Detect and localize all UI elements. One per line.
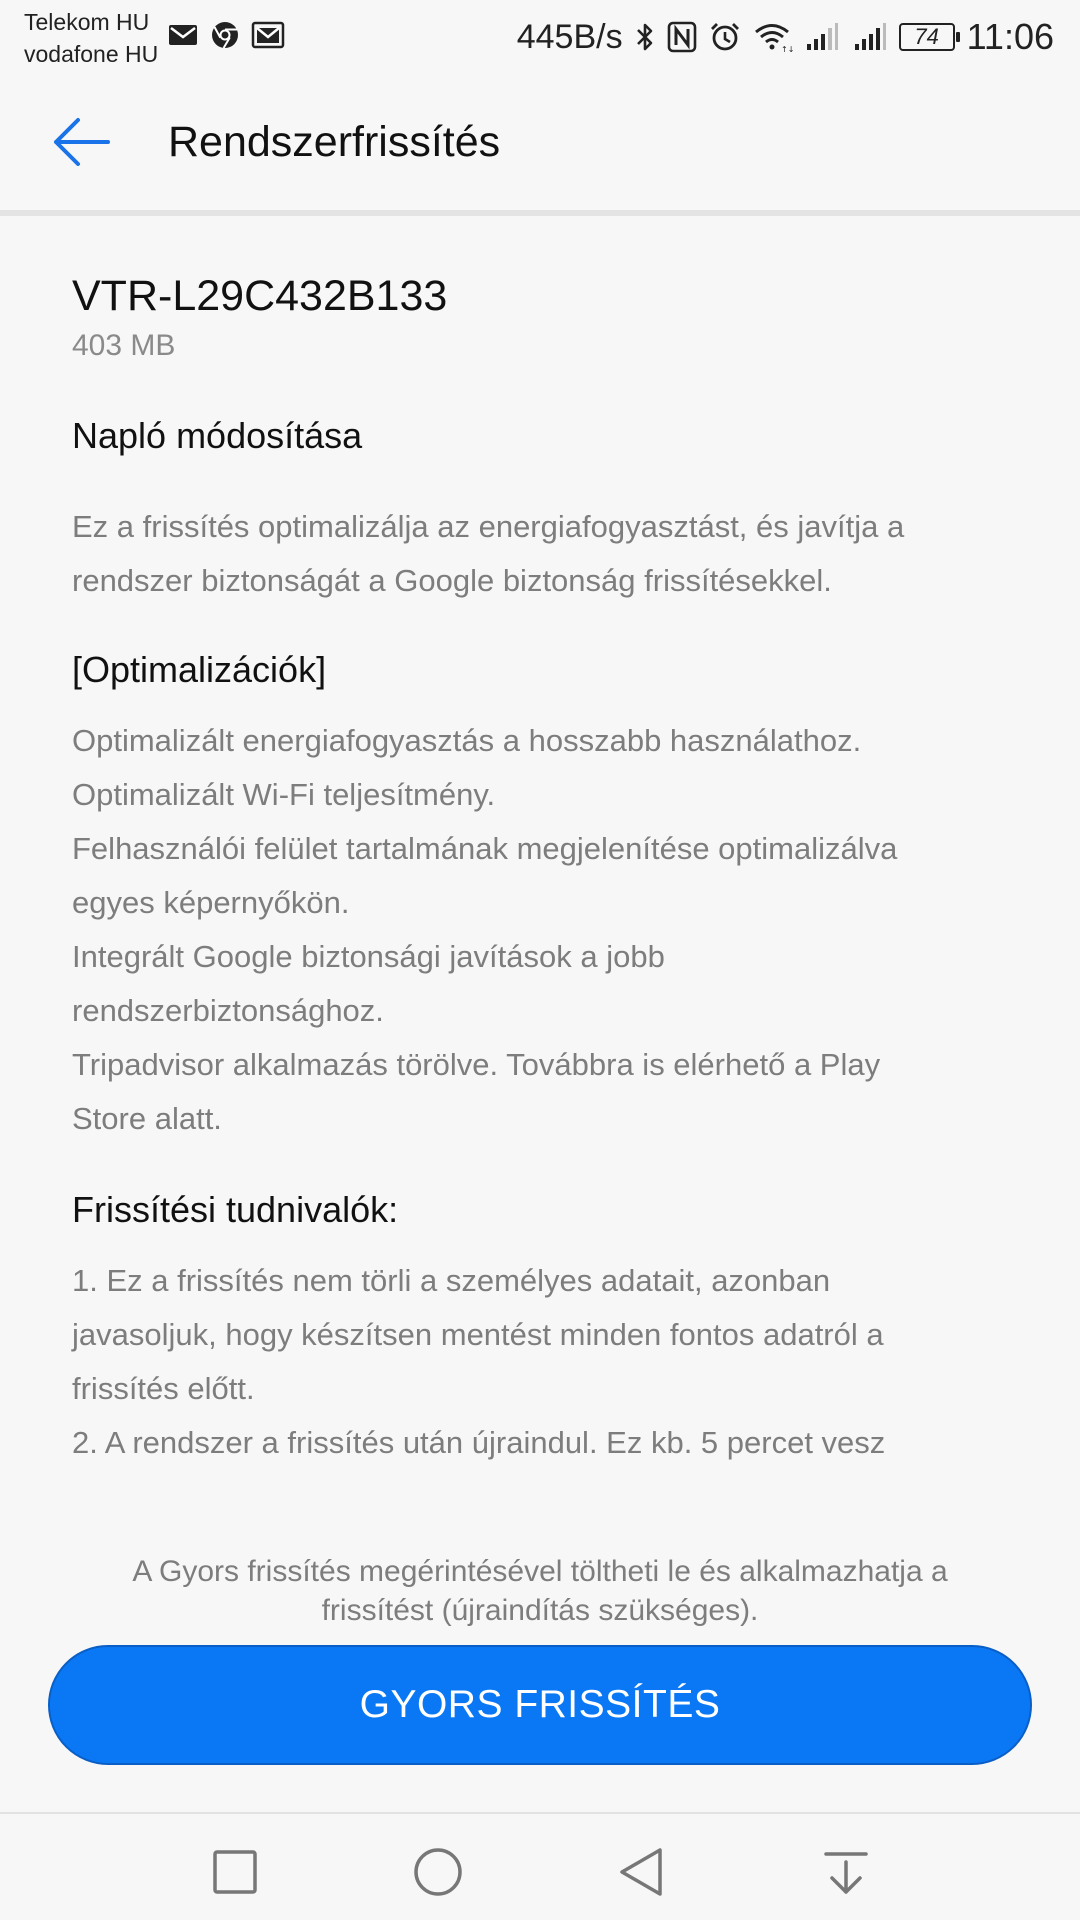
changelog-intro-line: Ez a frissítés optimalizálja az energiafogyasztást, és javítja a bbox=[72, 509, 905, 544]
svg-text:↑↓: ↑↓ bbox=[780, 45, 794, 54]
quick-update-hint-line: A Gyors frissítés megérintésével töltheti le és alkalmazhatja a bbox=[132, 1555, 948, 1588]
update-notes-heading: Frissítési tudnivalók: bbox=[72, 1189, 399, 1230]
optimizations-line: Optimalizált energiafogyasztás a hosszabb használathoz. bbox=[72, 723, 862, 758]
clock: 11:06 bbox=[966, 16, 1054, 57]
recents-button[interactable] bbox=[207, 1844, 263, 1900]
optimizations-list bbox=[72, 714, 1012, 1146]
update-notes-line: 1. Ez a frissítés nem törli a személyes adatait, azonban bbox=[72, 1263, 831, 1298]
carrier-labels bbox=[24, 6, 158, 70]
optimizations-line: egyes képernyőkön. bbox=[72, 885, 350, 920]
signal-icon bbox=[851, 22, 887, 52]
app-bar bbox=[0, 74, 1080, 210]
app-bar-divider bbox=[0, 210, 1080, 216]
alarm-icon bbox=[709, 21, 741, 53]
network-speed: 445B/s bbox=[516, 17, 623, 56]
notification-pull-button[interactable] bbox=[818, 1844, 874, 1900]
notification-icons bbox=[168, 20, 284, 50]
changelog-heading: Napló módosítása bbox=[72, 415, 363, 456]
page-title: Rendszerfrissítés bbox=[168, 118, 501, 166]
back-nav-button[interactable] bbox=[614, 1844, 670, 1900]
changelog-intro-line: rendszer biztonságát a Google biztonság frissítésekkel. bbox=[72, 563, 832, 598]
carrier-2-label: vodafone HU bbox=[24, 41, 159, 67]
home-circle-icon bbox=[410, 1844, 466, 1900]
back-button[interactable] bbox=[50, 110, 114, 174]
changelog-intro bbox=[72, 500, 1012, 608]
update-notes-line: frissítés előtt. bbox=[72, 1371, 255, 1406]
back-triangle-icon bbox=[614, 1844, 670, 1900]
quick-update-hint bbox=[60, 1552, 1020, 1630]
nfc-icon bbox=[667, 21, 697, 53]
optimizations-line: Optimalizált Wi-Fi teljesítmény. bbox=[72, 777, 496, 812]
update-details[interactable] bbox=[72, 268, 1012, 1470]
optimizations-line: Store alatt. bbox=[72, 1101, 222, 1136]
quick-update-hint-line: frissítést (újraindítás szükséges). bbox=[321, 1594, 759, 1627]
quick-update-button[interactable]: GYORS FRISSÍTÉS bbox=[48, 1645, 1032, 1765]
signal-icon bbox=[803, 22, 839, 52]
update-notes-list bbox=[72, 1254, 1012, 1470]
gmail-icon bbox=[252, 22, 284, 48]
notification-pull-down-icon bbox=[818, 1844, 874, 1900]
update-size: 403 MB bbox=[72, 329, 176, 362]
update-notes-line: javasoljuk, hogy készítsen mentést minden fontos adatról a bbox=[72, 1317, 884, 1352]
update-notes-line: 2. A rendszer a frissítés után újraindul. Ez kb. 5 percet vesz bbox=[72, 1425, 886, 1460]
optimizations-heading: [Optimalizációk] bbox=[72, 649, 327, 690]
battery-indicator: 74 bbox=[899, 23, 955, 51]
home-button[interactable] bbox=[410, 1844, 466, 1900]
recents-square-icon bbox=[207, 1844, 263, 1900]
carrier-1-label: Telekom HU bbox=[24, 9, 150, 35]
wifi-icon bbox=[753, 22, 794, 54]
chrome-icon bbox=[210, 20, 240, 50]
system-status bbox=[517, 14, 1054, 60]
arrow-left-icon bbox=[50, 110, 114, 174]
optimizations-line: Integrált Google biztonsági javítások a jobb bbox=[72, 939, 665, 974]
bluetooth-icon bbox=[635, 21, 655, 53]
mail-icon bbox=[168, 23, 198, 47]
optimizations-line: Felhasználói felület tartalmának megjelenítése optimalizálva bbox=[72, 831, 898, 866]
update-version: VTR-L29C432B133 bbox=[72, 272, 448, 320]
optimizations-line: Tripadvisor alkalmazás törölve. Továbbra is elérhető a Play bbox=[72, 1047, 881, 1082]
optimizations-line: rendszerbiztonsághoz. bbox=[72, 993, 384, 1028]
status-bar bbox=[0, 0, 1080, 74]
navigation-bar bbox=[0, 1814, 1080, 1920]
